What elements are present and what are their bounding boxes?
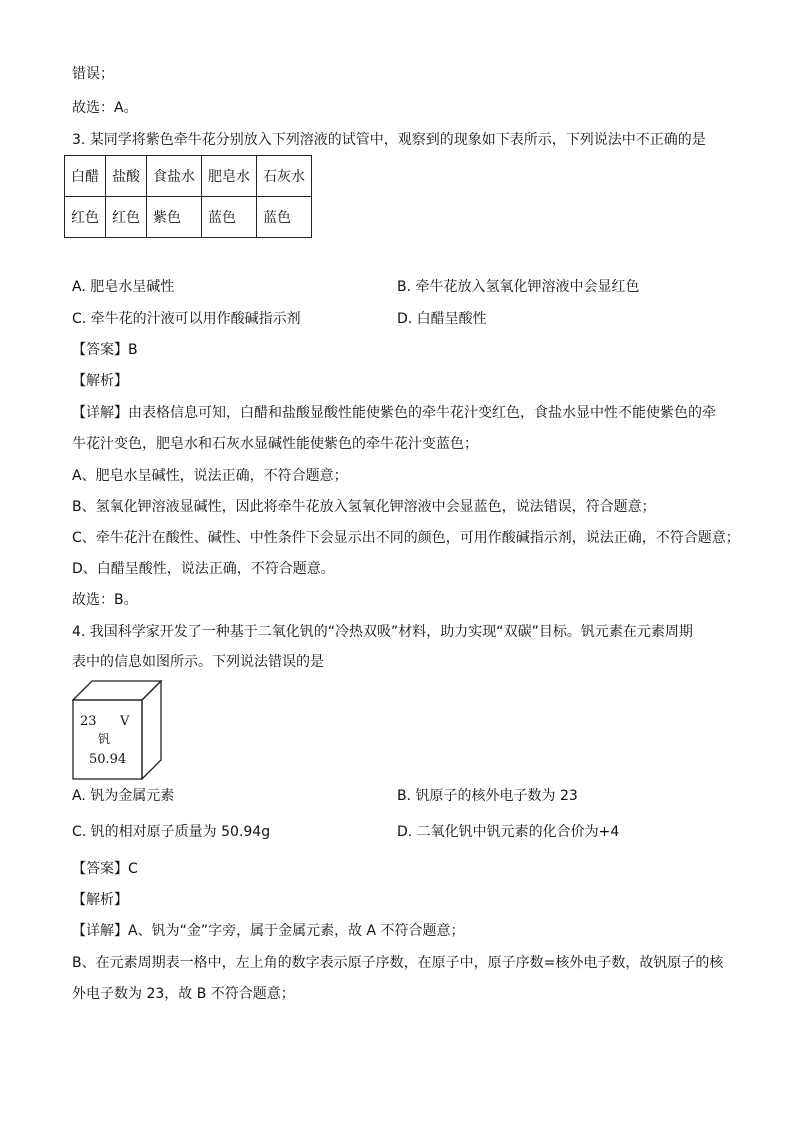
table-row — [65, 156, 312, 197]
table-cell: 白醋 — [65, 156, 106, 197]
atomic-mass: 50.94 — [89, 752, 127, 767]
detail-line: 外电子数为 23，故 B 不符合题意； — [72, 986, 295, 1002]
atomic-number: 23 — [80, 714, 97, 729]
question-4-stem: 4. 我国科学家开发了一种基于二氧化钒的“冷热双吸”材料，助力实现“双碳”目标。钒元素在元素周期 — [72, 624, 693, 640]
option-c: C. 牵牛花的汁液可以用作酸碱指示剂 — [72, 311, 301, 327]
table-cell: 肥皂水 — [202, 156, 257, 197]
text-line: 错误； — [72, 66, 114, 82]
table-cell: 石灰水 — [257, 156, 312, 197]
text-line: 故选：A。 — [72, 100, 138, 116]
detail-line: 【详解】A、钒为“金”字旁，属于金属元素，故 A 不符合题意； — [72, 923, 465, 939]
answer-line: 【答案】C — [72, 861, 138, 877]
choice-line: 故选：B。 — [72, 592, 138, 608]
question-3-stem: 3. 某同学将紫色牵牛花分别放入下列溶液的试管中，观察到的现象如下表所示，下列说法中不正确的是 — [72, 132, 706, 148]
analysis-heading: 【解析】 — [72, 892, 128, 908]
option-b: B. 牵牛花放入氢氧化钾溶液中会显红色 — [397, 279, 640, 295]
option-c: C. 钒的相对原子质量为 50.94g — [72, 824, 271, 840]
table-cell: 红色 — [65, 197, 106, 238]
analysis-heading: 【解析】 — [72, 373, 128, 389]
table-cell: 紫色 — [147, 197, 202, 238]
observation-table — [64, 155, 312, 238]
option-d: D. 白醋呈酸性 — [397, 311, 487, 327]
detail-line: B、在元素周期表一格中，左上角的数字表示原子序数，在原子中，原子序数=核外电子数，故钒原子的核 — [72, 955, 724, 971]
detail-line: C、牵牛花汁在酸性、碱性、中性条件下会显示出不同的颜色，可用作酸碱指示剂，说法正确，不符合题意； — [72, 530, 740, 546]
detail-line: 牛花汁变色，肥皂水和石灰水显碱性能使紫色的牵牛花汁变蓝色； — [72, 436, 478, 452]
option-a: A. 钒为金属元素 — [72, 788, 175, 804]
detail-line: A、肥皂水呈碱性，说法正确，不符合题意； — [72, 468, 348, 484]
option-d: D. 二氧化钒中钒元素的化合价为+4 — [397, 824, 620, 840]
table-cell: 蓝色 — [202, 197, 257, 238]
detail-line: B、氢氧化钾溶液显碱性，因此将牵牛花放入氢氧化钾溶液中会显蓝色，说法错误，符合题意； — [72, 499, 656, 515]
table-cell: 红色 — [106, 197, 147, 238]
element-name: 钒 — [98, 732, 111, 746]
table-cell: 盐酸 — [106, 156, 147, 197]
detail-line: 【详解】由表格信息可知，白醋和盐酸显酸性能使紫色的牵牛花汁变红色，食盐水显中性不能使紫色的牵 — [72, 405, 716, 421]
question-4-stem: 表中的信息如图所示。下列说法错误的是 — [72, 654, 324, 670]
option-b: B. 钒原子的核外电子数为 23 — [397, 788, 578, 804]
option-a: A. 肥皂水呈碱性 — [72, 279, 175, 295]
detail-line: D、白醋呈酸性，说法正确，不符合题意。 — [72, 561, 335, 577]
table-cell: 食盐水 — [147, 156, 202, 197]
element-symbol: V — [120, 714, 130, 729]
table-row — [65, 197, 312, 238]
answer-line: 【答案】B — [72, 342, 138, 358]
table-cell: 蓝色 — [257, 197, 312, 238]
